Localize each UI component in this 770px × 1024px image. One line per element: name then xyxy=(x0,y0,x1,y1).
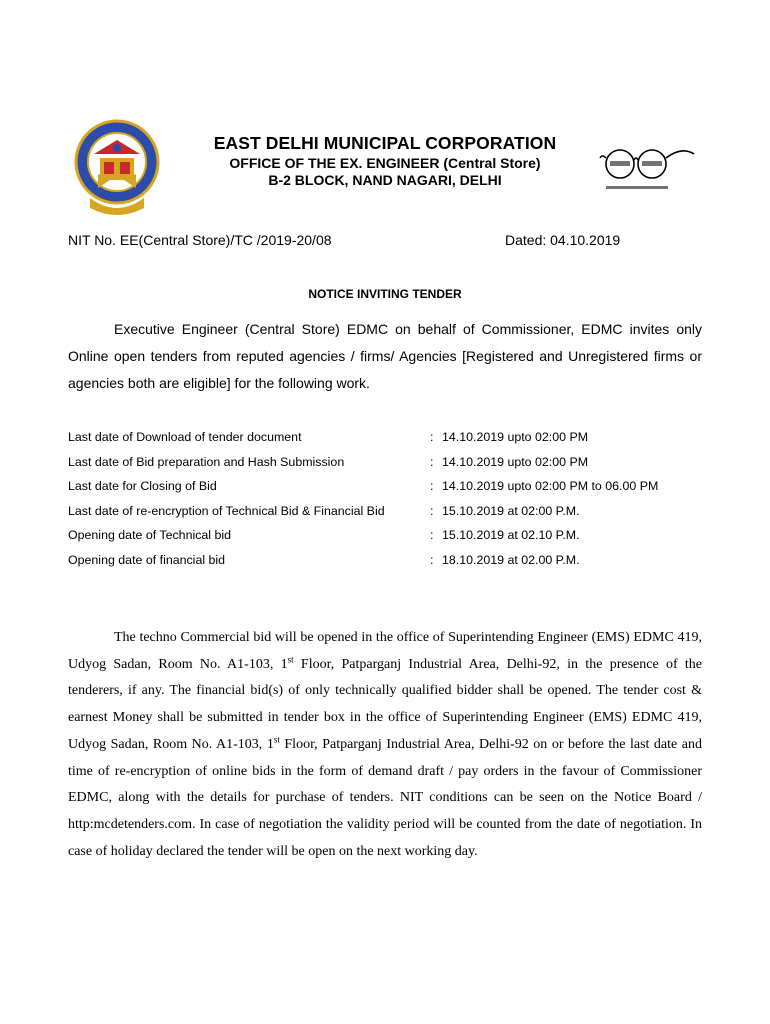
edmc-emblem-icon xyxy=(70,118,164,220)
office-name: OFFICE OF THE EX. ENGINEER (Central Store) xyxy=(229,155,541,171)
schedule-label: Last date of Bid preparation and Hash Submission xyxy=(68,454,345,469)
schedule-row xyxy=(68,504,728,529)
body-paragraph xyxy=(68,625,702,865)
schedule-colon: : xyxy=(430,528,434,542)
schedule-value: 14.10.2019 upto 02:00 PM xyxy=(442,454,589,469)
ordinal-suffix: st xyxy=(273,734,280,745)
schedule-colon: : xyxy=(430,479,434,493)
schedule-colon: : xyxy=(430,454,434,469)
nit-date: Dated: 04.10.2019 xyxy=(505,232,621,248)
body-text-part2: Floor, Patparganj Industrial Area, Delhi-92, in the presence of the tenderers, if any. The financial bid(s) of only technically qualified bidder shall be opened. The tender cost & earnest Money shall be submitted in tender box in the office of Superintending Engineer (EMS) EDMC 419, Udyog Sadan, Room No. A1-103, 1 xyxy=(68,656,703,752)
body-text-part1: The techno Commercial bid will be opened in the office of Superintending Engineer (EMS) EDMC 419, Udyog Sadan, Room No. A1-103, 1 xyxy=(68,630,702,672)
schedule-row xyxy=(68,430,728,455)
schedule-list xyxy=(68,430,728,577)
nit-number: NIT No. EE(Central Store)/TC /2019-20/08 xyxy=(68,232,332,248)
schedule-row xyxy=(68,455,728,480)
swachh-bharat-logo-icon xyxy=(598,140,700,196)
schedule-label: Opening date of Technical bid xyxy=(68,528,232,542)
schedule-colon: : xyxy=(430,552,434,567)
schedule-value: 18.10.2019 at 02.00 P.M. xyxy=(442,552,580,567)
schedule-label: Last date of re-encryption of Technical Bid & Financial Bid xyxy=(68,503,385,518)
org-name: EAST DELHI MUNICIPAL CORPORATION xyxy=(213,133,557,153)
schedule-label: Last date of Download of tender document xyxy=(68,430,302,444)
schedule-value: 15.10.2019 at 02:00 P.M. xyxy=(442,503,580,518)
office-address: B-2 BLOCK, NAND NAGARI, DELHI xyxy=(268,172,502,188)
schedule-value: 15.10.2019 at 02.10 P.M. xyxy=(442,528,580,542)
schedule-colon: : xyxy=(430,503,434,518)
intro-paragraph: Executive Engineer (Central Store) EDMC on behalf of Commissioner, EDMC invites only Online open tenders from reputed agencies / firms/ Agencies [Registered and Unregistered firms or agencies both are eligible] for the following work. xyxy=(68,321,702,391)
schedule-row xyxy=(68,553,728,578)
ordinal-suffix: st xyxy=(287,654,294,665)
schedule-label: Last date for Closing of Bid xyxy=(68,479,217,493)
body-text-part3: Floor, Patparganj Industrial Area, Delhi-92 on or before the last date and time of re-encryption of online bids in the form of demand draft / pay orders in the favour of Commissioner EDMC, along with the details for purchase of tenders. NIT conditions can be seen on the Notice Board / http:mcdetenders.com. In case of negotiation the validity period will be counted from the date of negotiation. In case of holiday declared the tender will be open on the next working day. xyxy=(68,736,702,859)
schedule-value: 14.10.2019 upto 02:00 PM to 06.00 PM xyxy=(442,479,659,493)
header-block xyxy=(180,133,590,189)
schedule-label: Opening date of financial bid xyxy=(68,552,226,567)
schedule-row xyxy=(68,479,728,504)
schedule-row xyxy=(68,528,728,553)
schedule-colon: : xyxy=(430,430,434,444)
notice-title: NOTICE INVITING TENDER xyxy=(308,287,462,301)
schedule-value: 14.10.2019 upto 02:00 PM xyxy=(442,430,589,444)
